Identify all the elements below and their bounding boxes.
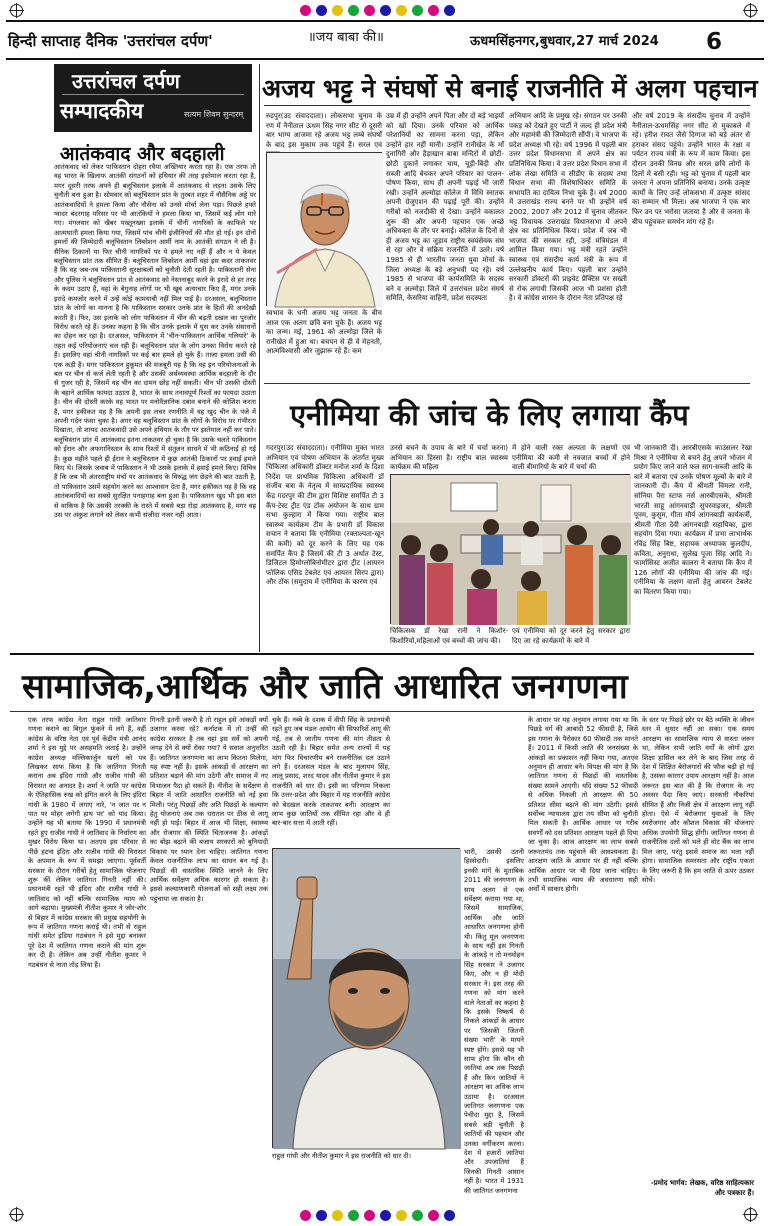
- story1-caption-text: स्वभाव के धनी अजय भट्ट जनता के बीच आज एक अलग छवि बना चुके हैं।: [266, 309, 382, 327]
- story2-photo: [390, 474, 630, 624]
- editorial-headline: आतंकवाद और बदहाली: [60, 143, 225, 165]
- camp-image: [391, 475, 631, 625]
- story1-headline: अजय भट्ट ने संघर्षो से बनाई राजनीति में अलग पहचान: [262, 74, 758, 103]
- color-dot: [316, 1210, 327, 1221]
- section-rule: [10, 653, 754, 655]
- registration-mark-right: [744, 4, 757, 17]
- story1-col4: और वर्ष 2019 के संसदीय चुनाव में उन्होंने नैनीताल-ऊधमसिंह नगर सीट से मुकाबले में रहे। हरीश रावत जैसे दिग्गज को बड़े अंतर से हराकर संसद पहुंचे। उन्होंने भारत के रक्षा व पर्यटन राज्य मंत्री के रूप में काम किया। इस दौरान उनकी विनम्र और सरल छवि लोगों के दिलों में बसी रही। भट्ट को चुनाव में पहली बार जनता ने अपना प्रतिनिधि बनाया। उनके उत्कृष्ट कार्यों के लिए उन्हें लोकसभा में उत्कृष्ट सांसद का सम्मान भी मिला। अब भाजपा ने एक बार फिर उन पर भरोसा जताया है और वे जनता के बीच पहुंचकर समर्थन मांग रहे हैं।: [632, 112, 750, 226]
- color-dot: [444, 1210, 455, 1221]
- registration-mark-bottom-right: [744, 1208, 757, 1221]
- color-dot: [332, 5, 343, 16]
- story1-col3: अभियान आदि के प्रमुख रहे। संगठन पर उनकी पकड़ को देखते हुए पार्टी ने जल्द ही प्रदेश मंत्री और महामंत्री की जिम्मेदारी सौंपी। वे भाजपा के प्रदेश अध्यक्ष भी रहे। वर्ष 1996 में पहली बार उत्तर प्रदेश विधानसभा में अपने क्षेत्र का प्रतिनिधित्व किया। वे उत्तर प्रदेश विधान सभा में लोक लेखा समिति व सीडीए के सदस्य तथा विधान सभा की विशेषाधिकार समिति के सभापति का दायित्व निभा चुके हैं। वर्ष 2000 में उत्तराखंड राज्य बनने पर भी उन्होंने वर्ष 2002, 2007 और 2012 में चुनाव जीतकर भट्ट विधायक उत्तराखंड विधानसभा में अपने क्षेत्र का प्रतिनिधित्व किया। प्रदेश में जब भी भाजपा की सरकार रही, उन्हें मंत्रिमंडल में शामिल किया गया। भट्ट मंत्री रहते उन्होंने स्वास्थ्य एवं संसदीय कार्य मंत्री के रूप में उल्लेखनीय कार्य किए। पहली बार उन्होंने सरकारी डॉक्टरों की प्राइवेट प्रैक्टिस पर सख्ती से रोक लगायी जिसकी आज भी प्रशंसा होती है। वे कांग्रेस शासन के दौरान नेता प्रतिपक्ष रहे: [509, 112, 627, 303]
- masthead-title: उत्तरांचल दर्पण: [72, 69, 180, 93]
- color-dot: [396, 1210, 407, 1221]
- color-dot: [396, 5, 407, 16]
- color-dot: [444, 5, 455, 16]
- color-dot: [300, 5, 311, 16]
- dateline: ऊधमसिंहनगर,बुधवार,27 मार्च 2024: [470, 34, 659, 49]
- story1-col1-bottom: अजय भट्ट का जन्म। मई, 1961 को अल्मोड़ा जिले के रानीखेत में हुआ था। बचपन से ही वे मेहनती, आत्मविश्वासी और जुझारू रहे हैं। कम: [266, 318, 382, 356]
- story3-col3-top: चुके हैं। नब्बे के दशक में वीपी सिंह के प्रधानमंत्री रहते हुए जब मंडल आयोग की सिफारिशें लागू की गईं, तब से जातीय गणना की मांग तीव्रता से उठती रही है। बिहार समेत अन्य राज्यों में यह मांग फिर विचारणीय बने राजनीतिक दल उठाने लगे हैं। दरअसल मंडल के बाद मुलायम सिंह, लालू प्रसाद, शरद यादव और नीतीश कुमार ने इस राजनीति को धार दी। इसी का परिणाम निकला कि उत्तर-प्रदेश और बिहार में यह राजनीति कांग्रेस को बेदखल करके ताकतवर बनी। आरक्षण का लाभ कुछ जातियों तक सीमित रहा और वे ही बार-बार सत्ता में आती रहीं।: [272, 716, 390, 828]
- story3-col6: के स्तर पर पिछड़े छोर पर बैठे व्यक्ति के जीवन स्तर में सुधार नहीं आ सका। एक समय आरक्षण का सामाजिक न्याय से वास्ता जरूर था, लेकिन सभी जाति वर्गों के लोगों द्वारा शिक्षा हासिल कर लेने के बाद जिस तरह से देश में शिक्षित बेरोजगारों की फौज बढ़ी हो गई है, उसका कारगर उपाय आरक्षण नहीं है। आज जरूरत इस बात की है कि रोजगार के नए अवसर पैदा किए जाएं। सरकारी नौकरियां सीमित हैं और निजी क्षेत्र में आरक्षण लागू नहीं होता। ऐसे में बेरोजगार युवाओं के लिए स्वरोजगार और कौशल विकास की योजनाएं अधिक उपयोगी सिद्ध होंगी। जातिगत गणना से राजनीतिक दलों को भले ही वोट बैंक का लाभ मिल जाए, परंतु इससे समाज का भला नहीं होगा। सामाजिक समरसता और राष्ट्रीय एकता के लिए जरूरी है कि हम जाति से ऊपर उठकर सोचें।: [642, 716, 754, 884]
- story3-col1: एक तरफ कांग्रेस नेता राहुल गांधी जातिवार गणना कराने का बिगुल फूंकने में लगे हैं, वहीं कांग्रेस के वरिष्ठ नेता एवं पूर्व केंद्रीय मंत्री आनंद शर्मा ने इस मुद्दे पर असहमति जताई है। उन्होंने कांग्रेस अध्यक्ष मल्लिकार्जुन खरगे को पत्र लिखकर साफ किया है कि जातिगत गिनती कराना अब इंदिरा गांधी और राजीव गांधी की विरासत का अनादर है। शर्मा ने जाति पर कांग्रेस के ऐतिहासिक रुख को इंगित करने के लिए इंदिरा गांधी के 1980 में लगाए नारे, 'न जात पर न पात पर मोहर लगेगी हाथ पर' को याद किया। उन्होंने यह भी बताया कि 1990 में प्रधानमंत्री रहते हुए राजीव गांधी ने जातिवाद के निर्धारण का मुखर विरोध किया था। अतएव इस परिवार से पीछे हटना इंदिरा और राजीव गांधी की विरासत के अपमान के रूप में समझा जाएगा। पूर्ववर्ती सरकार के दौरान गरीबों हेतु सामाजिक योजनाएं शुरू कीं लेकिन जातिगत गिनती नहीं की। प्रधानमंत्री रहते भी इंदिरा और राजीव गांधी ने जातिवाद को नहीं बल्कि सामाजिक न्याय को आगे बढ़ाया। मुख्यमंत्री नीतीश कुमार ने जोर-शोर से बिहार में कांग्रेस सरकार की प्रमुख सहयोगी के रूप में जातिगत गणना कराई थी। तभी से राहुल गांधी समेत इंडिया गठबंधन ने इसे मुद्दा बनाकर पूरे देश में जातिगत गणना कराने की मांग शुरू कर दी है। लेकिन अब उन्हीं नीतीश कुमार ने गठबंधन से नाता तोड़ लिया है।: [28, 716, 146, 969]
- story1-col2: उम्र में ही उन्होंने अपने पिता और दो बड़े भाइयों को खो दिया। उनके परिवार को आर्थिक परेशानियों का सामना करना पड़ा, लेकिन उन्होंने हार नहीं मानी। उन्होंने रानीखेत के माँ दुनागिरी और हैड़ाखान बाबा मन्दिरों में छोटी-छोटी दुकानें लगाकर चाय, चूड़ी-बिंदी और सब्जी आदि बेचकर अपने परिवार का पालन-पोषण किया, साथ ही अपनी पढ़ाई भी जारी रखी। उन्होंने अल्मोड़ा कॉलेज में विधि स्नातक अपनी ग्रेजुएशन की पढ़ाई पूरी की। उन्होंने गरीबों को नजदीकी से देखा। उन्होंने वकालत शुरू की और अपनी पहचान एक अच्छे अधिवक्ता के तौर पर बनाई। कॉलेज के दिनों से ही अजय भट्ट का जुड़ाव राष्ट्रीय स्वयंसेवक संघ से रहा और वे सक्रिय राजनीति में उतरे। वर्ष 1985 से ही भारतीय जनता युवा मोर्चा के जिला अध्यक्ष के बड़े अनुभवी पद रहे। वर्ष 1985 से भाजपा की कार्यसमिति के सदस्य बने व अल्मोड़ा जिले में उत्तरांचल प्रदेश संघर्ष समिति, केसरिया वाहिनी, प्रदेश सदस्यता: [386, 112, 504, 303]
- color-dot: [348, 5, 359, 16]
- story2-col2: उनसे बचने के उपाय के बारे में चर्चा करना) अभियान का हिस्सा है। राष्ट्रीय बाल स्वास्थ्य कार्यक्रम की महिला: [390, 444, 508, 472]
- story2-caption: चिकित्सक डॉ रेखा रानी ने किशोर-किशोरियों,महिलाओं एवं बच्चों की जांच की।: [390, 627, 508, 645]
- editorial-body: आतंकवाद को लेकर पाकिस्तान दोहरा रवैया अख्तियार करता रहा है। एक तरफ तो वह भारत के खिलाफ आतंकी संगठनों को हथियार की तरह इस्तेमाल करता रहा है, मगर दूसरी तरफ अपने ही बलूचिस्तान इलाके में आतंकवाद से लड़ना उसके लिए चुनौती बना हुआ है। सोमवार को बलूचिस्तान प्रांत के तुरबत शहर में नौसैनिक अड्डे पर आतंकवादियों ने हमला किया और नौसेना को उनसे मोर्चा लेना पड़ा। पिछले हफ्ते ग्वादर बंदरगाह परिसर पर भी आतंकियों ने हमला किया था, जिसमें कई लोग मारे गए। मंगलवार को खैबर पख्तूनख्वा इलाके में चीनी नागरिकों के काफिले पर आत्मघाती हमला किया गया, जिसमें पांच चीनी इंजीनियरों की मौत हो गई। इन दोनों हमलों की जिम्मेदारी बलूचिस्तान लिबरेशन आर्मी नाम के आतंकी संगठन ने ली है। सैनिक ठिकानों या फिर चीनी नागरिकों पर ये हमले नए नहीं हैं और न ये केवल बलूचिस्तान प्रांत तक सीमित हैं। बलूचिस्तान लिबरेशन आर्मी वहां इस कदर ताकतवर है कि वह जब-तब पाकिस्तानी सुरक्षाबलों को चुनौती देती रहती है। पाकिस्तानी सेना और पुलिस ने बलूचिस्तान प्रांत से आतंकवाद को नेस्तनाबूद करने के इरादे से हर तरह के कदम उठाए हैं, वहां के बेगुनाह लोगों पर भी खूब अत्याचार किए हैं, मगर उनके इरादे कमजोर करने में उन्हें कोई कामयाबी नहीं मिल पाई है। दरअसल, बलूचिस्तान प्रांत के लोगों का मानना है कि पाकिस्तान सरकार उनके प्रांत के हितों की अनदेखी करती है। फिर, उस इलाके को लोग पाकिस्तान में चीन की बढ़ती दखल का पुरजोर विरोध करते रहे हैं। उनका कहना है कि चीन उनके इलाके में घुस कर उनके संसाधनों का दोहन कर रहा है। दरअसल, पाकिस्तान में 'चीन-पाकिस्तान आर्थिक गलियारे' के तहत कई परियोजनाएं चल रही हैं। बलूचिस्तान प्रांत के लोग उनका विरोध करते रहे हैं। इसलिए वहां चीनी नागरिकों पर कई बार हमले हो चुके हैं। ताजा हमला उसी की एक कड़ी है। मगर पाकिस्तान हुकूमत की मजबूरी यह है कि वह इन परियोजनाओं के बल पर चीन से कर्ज लेती रहती है और उसकी अर्थव्यवस्था आर्थिक बदहाली के दौर से गुजर रही है, जिसमें वह चीन का दामन छोड़ नहीं सकती। चीन भी उसकी दोस्ती के बहाने आर्थिक फायदा उठाता है, भारत के साथ तनावपूर्ण रिश्तों का फायदा उठाता है। चीन की दोस्ती करके वह भारत पर मनोवैज्ञानिक दबाव बनाने की कोशिश करता है, मगर हकीकत यह है कि अपनी इस लचर रणनीति में वह खुद चीन के पंजे में अपनी गर्दन फंसा चुका है। अगर वह बलूचिस्तान प्रांत के लोगों के विरोध पर गंभीरता दिखाता, तो शायद आतंकवादी उसे अपने हथियार के तौर पर इस्तेमाल नहीं कर पाते। बलूचिस्तान प्रांत में आतंकवाद इतना ताकतवर हो चुका है कि उसके चलते पाकिस्तान को ईरान और अफगानिस्तान के साथ रिश्तों में संतुलन साधने में भी कठिनाई हो गई है। कुछ महीने पहले ही ईरान ने बलूचिस्तान में कुछ आतंकी ठिकानों पर हवाई हमले किए थे। जिसके जवाब में पाकिस्तान ने भी उसके इलाके में हवाई हमले किए। विचित्र है कि जब भी अंतरराष्ट्रीय मंचों पर आतंकवाद के विरुद्ध जंग छेड़ने की बात उठती है, तो पाकिस्तान उसमें सहयोग करने का आश्वासन देता है, मगर हकीकत यह है कि वह आतंकवादियों का सबसे सुरक्षित पनाहगाह बना हुआ है। पाकिस्तान खुद भी इस बात से वाकिफ है कि उसकी तरक्की के रास्ते में सबसे बड़ा रोड़ा आतंकवाद है, मगर वह उस पर अंकुश लगाने को लेकर कभी संजीदा नजर नहीं आता।: [54, 163, 256, 520]
- leader-image: [273, 849, 461, 1149]
- editorial-title: सम्पादकीय: [60, 99, 144, 123]
- story3-col4: भारी, उसकी उतनी हिस्सेदारी। इसलिए इनकी मांगें के मुताबिक 2011 की जनगणना के साथ अलग से एक सर्वेक्षण कराया गया था, जिसमें सामाजिक, आर्थिक और जाति आधारित जनगणना होनी थी। किंतु मूल जनगणना के साथ नहीं इस गिनती के आंकड़े न तो मनमोहन सिंह सरकार ने उजागर किए, और न ही मोदी सरकार ने। इस तरह की गणना को मांग करने वाले नेताओं का कहना है कि इसके निष्कर्ष से निकले आंकड़ों के आधार पर 'जिसकी जितनी संख्या भारी' के मायने स्पष्ट होंगे। इससे यह भी साफ होगा कि कौन सी जातियां अब तक पिछड़ी हैं और किन जातियों ने आरक्षण का अधिक लाभ उठाया है। दरअसल जातिगत जनगणना एक पेचीदा मुद्दा है, जिसमें सबसे बड़ी चुनौती है जातियों की पहचान और उनका वर्गीकरण करना। देश में हजारों जातियां और उपजातियां हैं जिनकी गिनती आसान नहीं है। भारत में 1931 की जातिगत जनगणना: [464, 848, 524, 1195]
- color-dot: [332, 1210, 343, 1221]
- portrait-image: [267, 153, 383, 307]
- editorial-masthead-box: [54, 64, 252, 132]
- color-dot: [364, 1210, 375, 1221]
- story2-col3: में होने वाली रक्त अल्पता के लक्षणों एवं एनीमिया की कमी से नवजात बच्चों में होने वाली बीमारियों के बारे में चर्चा की: [512, 444, 630, 472]
- story3-col5: के आधार पर यह अनुमान लगाया गया था कि पिछड़े वर्ग की आबादी 52 फीसदी है, जिसे इस गणना के पैरोकार 60 फीसदी तक मानते हैं। 2011 में किसी जाति की जनसंख्या के आंकड़ों का प्रकाशन नहीं किया गया, अतएव अनुमान ही आधार बने। विपक्ष की मांग है कि जातिगत गणना से पिछड़ों की वास्तविक संख्या सामने आएगी। यदि संख्या 52 फीसदी से अधिक निकली तो आरक्षण की 50 प्रतिशत सीमा बढ़ाने की मांग उठेगी। इससे सर्वोच्च न्यायालय द्वारा तय सीमा को चुनौती मिल सकती है। आर्थिक आधार पर गरीब सवर्णों को दस प्रतिशत आरक्षण पहले ही दिया जा चुका है। आज आरक्षण का लाभ सबसे जरूरतमंद तक पहुंचाने की आवश्यकता है। आरक्षण जाति के आधार पर ही नहीं बल्कि आर्थिक आधार पर भी दिया जाना चाहिए। तभी सामाजिक न्याय की अवधारणा सही अर्थों में साकार होगी।: [528, 716, 638, 894]
- color-dot: [300, 1210, 311, 1221]
- color-dot: [364, 5, 375, 16]
- motto: ॥जय बाबा की॥: [308, 30, 384, 45]
- color-dot: [428, 1210, 439, 1221]
- story2-headline: एनीमिया की जांच के लिए लगाया कैंप: [290, 398, 689, 432]
- column-divider: [259, 64, 260, 652]
- masthead-divider: [62, 94, 244, 95]
- story3-rule: [10, 711, 754, 712]
- page-number: 6: [706, 29, 723, 55]
- story2-col4: भी जानकारी दी। आरबीएसके काउंसलर रेखा मिश्रा ने एनीमिया से बचने हेतु अपने भोजन में प्रयोग किए जाने वाले फल साग-सब्जी आदि के बारे में बताया एवं उनके पोषण मूल्यों के बारे में जानकारी दी। कैंप में श्रीमती विमला रानी, सोनिया पैरा स्टाफ नर्स आरबीएसके, श्रीमती भारती साहू आंगनवाड़ी सुपरवाइजर, श्रीमती पूनम, कुसुम, गीता मौर्य आंगनबाड़ी कार्यकर्त्री, श्रीमती गीता देवी आंगनबाड़ी सहायिका, द्वारा सहयोग दिया गया। कार्यक्रम में प्रभा लाभार्थक रविंद्र सिंह बिष्ट, सहायक अध्यापक कुलदीप, कविता, अनुराधा, सुलेख पूजा सिंह आदि ने। फार्मासिस्ट अजीत कालरा ने बताया कि कैंप में 126 लोगों की एनीमिया की जांच की गई। एनीमिया के लक्षण वालों हेतु आयरन टेबलेट का वितरण किया गया।: [634, 444, 752, 596]
- story2-col1: गदरपुर(उद संवाददाता)। एनीमिया मुक्त भारत अभियान एवं पोषण अभियान के अंतर्गत मुख्य चिकित्सा अधिकारी डॉक्टर मनोज शर्मा के दिशा निर्देश पर प्राथमिक चिकित्सा अधिकारी डॉ संजीव बत्रा के नेतृत्व में साम्प्रदायिक स्वास्थ्य केंद्र गदरपुर की टीम द्वारा विशिष्ट समर्पित टी 3 कैंप-टेस्ट ट्रीट एंड टॉक अयोजन के साथ ग्राम सभा कुल्हारा में किया गया। राष्ट्रीय बाल स्वास्थ्य कार्यक्रम टीम के प्रभारी डॉ विकास सचान ने बताया कि एनीमिया (रक्ताल्पता-खून की कमी) को दूर करने के लिए यह एक समर्पित कैंप है जिसमें की टी 3 अर्थात टेस्ट, डिजिटल हिमोग्लोबिनोमीटर द्वारा ट्रीट (आयरन फोलिक एसिड टेबलेट एवं आयरन सिरप द्वारा) और टॉक (समुदाय में एनीमिया के कारण एवं: [266, 444, 384, 587]
- registration-mark-left: [10, 4, 23, 17]
- header-rule-bottom: [6, 58, 764, 60]
- paper-name: हिन्दी साप्ताह दैनिक 'उत्तरांचल दर्पण': [8, 32, 213, 50]
- registration-mark-bottom-left: [10, 1208, 23, 1221]
- color-dot: [380, 1210, 391, 1221]
- color-dot: [412, 5, 423, 16]
- story3-caption: राहुल गांधी और नीतीश कुमार ने इस राजनीति को धार दी।: [272, 1152, 412, 1160]
- header-rule-top: [6, 20, 764, 22]
- color-dot: [380, 5, 391, 16]
- story1-col1-top: रुद्रपुर(उद संवाददाता)। लोकसभा चुनाव के रण में नैनीताल ऊधम सिंह नगर सीट से दूसरी बार भाग्य आजमा रहे अजय भट्ट लम्बे संघर्षों के बाद इस मुकाम तक पहुंचे हैं। सरल एवं: [266, 112, 382, 149]
- color-dot: [316, 5, 327, 16]
- color-dot: [412, 1210, 423, 1221]
- story3-author: -प्रमोद भार्गव: लेखक, वरिष्ठ साहित्यकार और पत्रकार हैं।: [650, 1179, 754, 1197]
- story2-col3-bottom: एवं एनीमिया को दूर करने हेतु सरकार द्वारा दिए जा रहे कार्यक्रमों के बारे में: [512, 627, 630, 645]
- color-dot: [428, 5, 439, 16]
- story1-caption: [266, 309, 382, 379]
- story3-headline: सामाजिक,आर्थिक और जाति आधारित जनगणना: [22, 667, 628, 707]
- story3-col4-top: [394, 716, 524, 846]
- story3-photo: [272, 848, 460, 1148]
- color-dot: [348, 1210, 359, 1221]
- story1-rule: [264, 105, 750, 106]
- editorial-byline: सत्यम शिवम सुन्दरम्: [184, 110, 244, 119]
- story3-col2: गिनती इतनी जरूरी है तो राहुल इसे आंकड़ों क्यों उजागर करवा रहे? कर्नाटक में तो उन्हीं की कांग्रेस सरकार है तब वहां इस सर्वे को अपनी जगह देने से क्यों रोका गया? ये सवाल अनुत्तरित हैं। जातिगत जनगणना का लाभ कितना मिलेगा, यह स्पष्ट नहीं है। इसके आंकड़ों से आरक्षण का प्रतिशत बढ़ाने की मांग उठेगी और समाज में नए विभाजन पैदा हो सकते हैं। नीतीश के सर्वेक्षण से बिहार में जाति आधारित राजनीति को नई हवा मिली। परंतु पिछड़ों और अति पिछड़ों के कल्याण हेतु योजनाएं अब तक धरातल पर ठीक से लागू नहीं हो पाईं। बिहार में आज भी शिक्षा, स्वास्थ्य और रोजगार की स्थिति चिंताजनक है। आंकड़ों का बोझ बढ़ाने की बजाय सरकारों को बुनियादी विकास पर ध्यान देना चाहिए। जातिगत गणना केवल राजनीतिक लाभ का साधन बन गई है। पिछड़ों की वास्तविक स्थिति जानने के लिए आर्थिक सर्वेक्षण अधिक कारगर हो सकता है। इससे कल्याणकारी योजनाओं को सही लक्ष्य तक पहुंचाया जा सकता है।: [150, 716, 268, 903]
- story-divider: [264, 383, 750, 384]
- story1-photo: [266, 152, 382, 306]
